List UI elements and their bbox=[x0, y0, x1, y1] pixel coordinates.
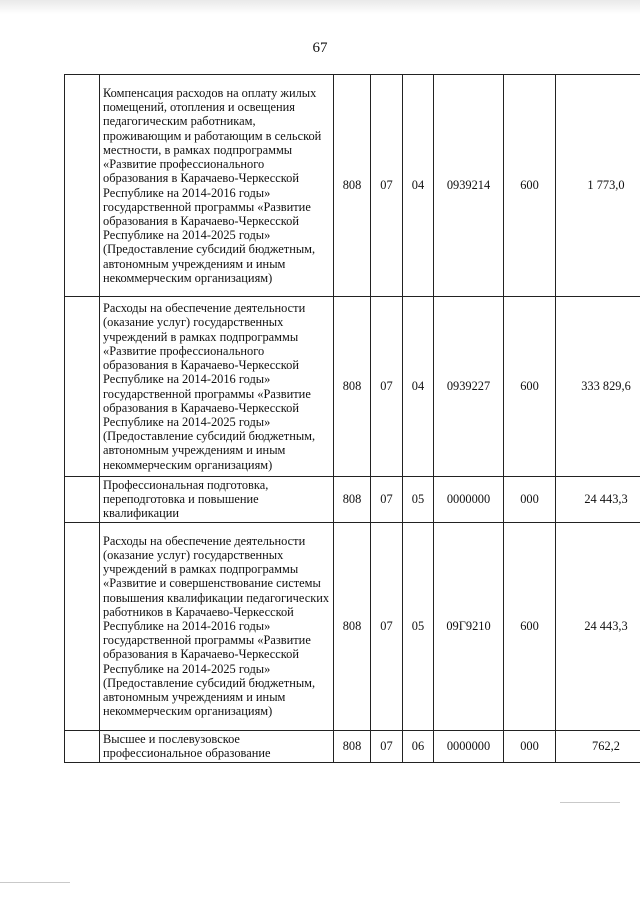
ved-code: 808 bbox=[334, 297, 371, 477]
target-article-code: 0939214 bbox=[434, 75, 504, 297]
subsection-code: 04 bbox=[403, 297, 434, 477]
ved-code: 808 bbox=[334, 75, 371, 297]
subsection-code: 05 bbox=[403, 477, 434, 523]
ved-code: 808 bbox=[334, 730, 371, 762]
amount: 762,2 bbox=[556, 730, 640, 762]
expense-type-code: 000 bbox=[504, 477, 556, 523]
table-row bbox=[65, 477, 640, 523]
table-row bbox=[65, 297, 640, 477]
page-number: 67 bbox=[312, 40, 328, 56]
table-row bbox=[65, 522, 640, 730]
expense-name: Высшее и послевузовское профессиональное образование bbox=[100, 730, 334, 762]
budget-table bbox=[64, 74, 640, 763]
expense-type-code: 600 bbox=[504, 522, 556, 730]
section-code: 07 bbox=[371, 522, 403, 730]
expense-name: Профессиональная подготовка, переподготовка и повышение квалификации bbox=[100, 477, 334, 523]
expense-type-code: 000 bbox=[504, 730, 556, 762]
ved-code: 808 bbox=[334, 522, 371, 730]
table-row bbox=[65, 75, 640, 297]
expense-name: Компенсация расходов на оплату жилых помещений, отопления и освещения педагогическим работникам, проживающим и работающим в сельской местности, в рамках подпрограммы «Развитие профессионального образования в Карачаево-Черкесской Республике на 2014-2016 годы» государственной программы «Развитие образования в Карачаево-Черкесской Республике на 2014-2025 годы» (Предоставление субсидий бюджетным, автономным учреждениям и иным некоммерческим организациям) bbox=[100, 75, 334, 297]
expense-name: Расходы на обеспечение деятельности (оказание услуг) государственных учреждений в рамках подпрограммы «Развитие профессионального образования в Карачаево-Черкесской Республике на 2014-2016 годы» государственной программы «Развитие образования в Карачаево-Черкесской Республике на 2014-2025 годы» (Предоставление субсидий бюджетным, автономным учреждениям и иным некоммерческим организациям) bbox=[100, 297, 334, 477]
empty-cell bbox=[65, 477, 100, 523]
amount: 1 773,0 bbox=[556, 75, 640, 297]
empty-cell bbox=[65, 522, 100, 730]
target-article-code: 0000000 bbox=[434, 477, 504, 523]
empty-cell bbox=[65, 730, 100, 762]
scan-artifact bbox=[560, 802, 620, 803]
expense-type-code: 600 bbox=[504, 75, 556, 297]
subsection-code: 04 bbox=[403, 75, 434, 297]
section-code: 07 bbox=[371, 477, 403, 523]
section-code: 07 bbox=[371, 297, 403, 477]
section-code: 07 bbox=[371, 730, 403, 762]
amount: 333 829,6 bbox=[556, 297, 640, 477]
table-row bbox=[65, 730, 640, 762]
target-article-code: 0000000 bbox=[434, 730, 504, 762]
expense-type-code: 600 bbox=[504, 297, 556, 477]
amount: 24 443,3 bbox=[556, 477, 640, 523]
scan-artifact bbox=[0, 882, 70, 883]
target-article-code: 0939227 bbox=[434, 297, 504, 477]
empty-cell bbox=[65, 75, 100, 297]
amount: 24 443,3 bbox=[556, 522, 640, 730]
empty-cell bbox=[65, 297, 100, 477]
scan-shadow bbox=[0, 0, 640, 14]
ved-code: 808 bbox=[334, 477, 371, 523]
section-code: 07 bbox=[371, 75, 403, 297]
target-article-code: 09Г9210 bbox=[434, 522, 504, 730]
expense-name: Расходы на обеспечение деятельности (оказание услуг) государственных учреждений в рамках подпрограммы «Развитие и совершенствование системы повышения квалификации педагогических работников в Карачаево-Черкесской Республике на 2014-2016 годы» государственной программы «Развитие образования в Карачаево-Черкесской Республике на 2014-2025 годы» (Предоставление субсидий бюджетным, автономным учреждениям и иным некоммерческим организациям) bbox=[100, 522, 334, 730]
subsection-code: 06 bbox=[403, 730, 434, 762]
subsection-code: 05 bbox=[403, 522, 434, 730]
